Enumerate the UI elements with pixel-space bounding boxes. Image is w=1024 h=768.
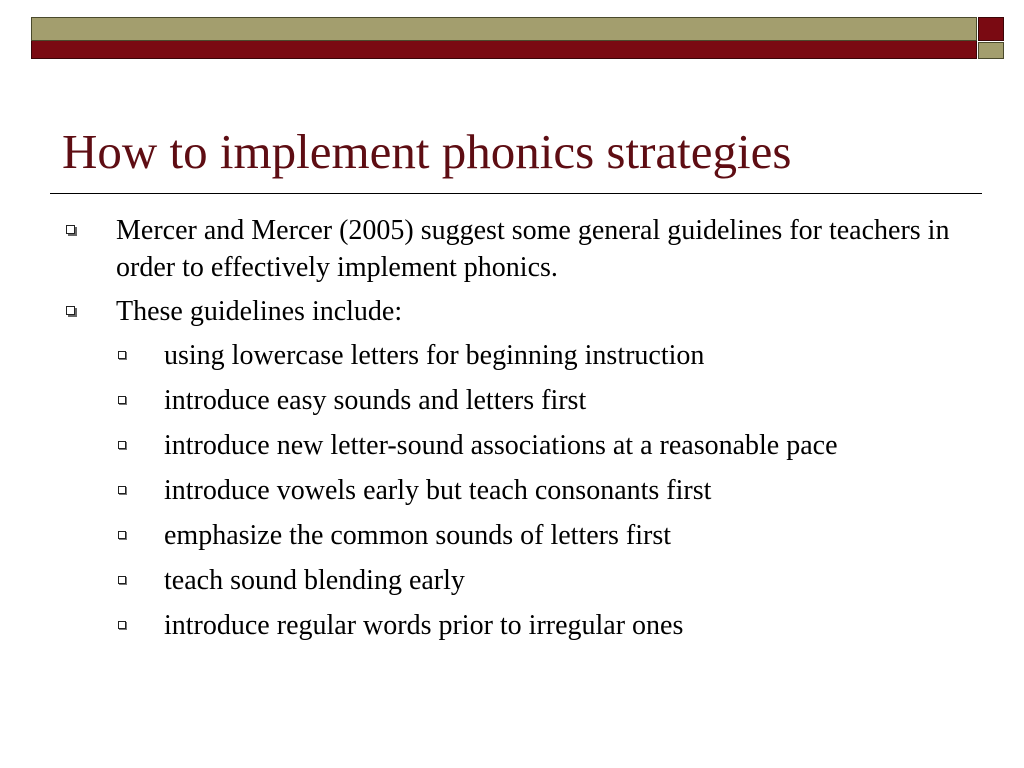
subbullet-item xyxy=(164,607,954,644)
header-band-olive xyxy=(31,17,977,41)
hollow-square-icon xyxy=(118,621,126,629)
hollow-square-icon xyxy=(66,225,75,234)
slide-title: How to implement phonics strategies xyxy=(62,124,792,179)
bullet-item xyxy=(116,212,956,286)
subbullet-text: introduce regular words prior to irregular ones xyxy=(164,610,684,641)
subbullet-text: introduce new letter-sound associations at a reasonable pace xyxy=(164,430,838,461)
subbullet-text: using lowercase letters for beginning instruction xyxy=(164,340,705,371)
subbullet-text: teach sound blending early xyxy=(164,565,465,596)
hollow-square-icon xyxy=(118,486,126,494)
hollow-square-icon xyxy=(118,396,126,404)
bullet-text: Mercer and Mercer (2005) suggest some general guidelines for teachers in order to effectively implement phonics. xyxy=(116,215,950,283)
subbullet-item xyxy=(164,562,954,599)
hollow-square-icon xyxy=(118,351,126,359)
bullet-list xyxy=(0,212,1024,652)
corner-block-maroon xyxy=(978,17,1004,41)
hollow-square-icon xyxy=(118,576,126,584)
subbullet-item xyxy=(164,427,954,464)
hollow-square-icon xyxy=(118,441,126,449)
header-band-maroon xyxy=(31,41,977,59)
subbullet-item xyxy=(164,337,954,374)
subbullet-item xyxy=(164,472,954,509)
hollow-square-icon xyxy=(66,306,75,315)
subbullet-text: introduce easy sounds and letters first xyxy=(164,385,587,416)
subbullet-text: emphasize the common sounds of letters first xyxy=(164,520,671,551)
bullet-item xyxy=(116,293,956,330)
subbullet-item xyxy=(164,517,954,554)
subbullet-text: introduce vowels early but teach consonants first xyxy=(164,475,712,506)
corner-block-olive xyxy=(978,42,1004,59)
title-divider xyxy=(50,193,982,194)
hollow-square-icon xyxy=(118,531,126,539)
subbullet-item xyxy=(164,382,954,419)
bullet-text: These guidelines include: xyxy=(116,296,403,327)
